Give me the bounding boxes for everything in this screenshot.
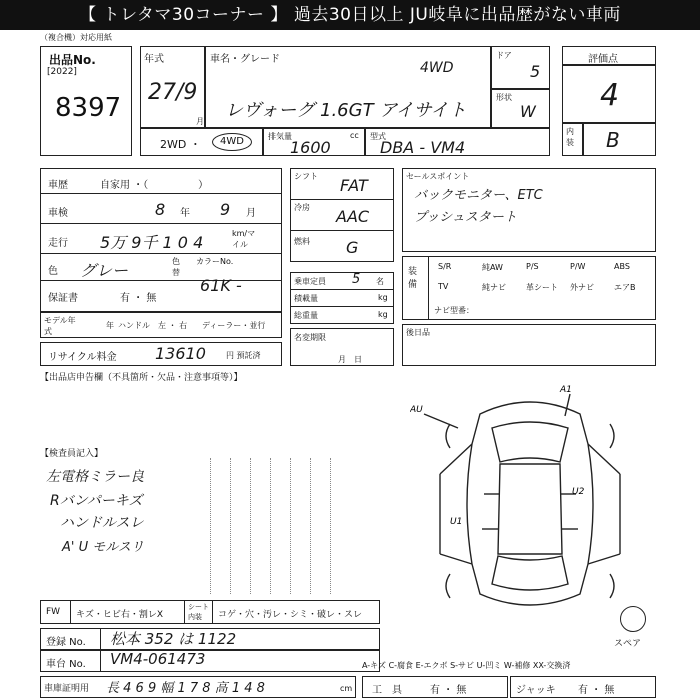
cert-unit: cm [340, 684, 353, 693]
inspector-label: 【検査員記入】 [40, 449, 104, 459]
model-year-label: モデル年式 [44, 316, 76, 336]
shift-value: FAT [340, 176, 368, 195]
equip-item: S/R [438, 262, 452, 271]
equip-item: 純AW [482, 263, 503, 272]
ac-value: AAC [336, 207, 370, 226]
recycle-value: 13610 [155, 344, 206, 363]
history-options: 自家用 ・（ ） [100, 180, 209, 191]
name-label: 車名・グレード [210, 54, 280, 65]
displacement-value: 1600 [290, 138, 331, 157]
year-unit: 年 [180, 208, 190, 219]
equip-item: P/W [570, 262, 586, 271]
diagram-mark-au: AU [410, 405, 423, 415]
lot-label: 出品No. [49, 53, 96, 67]
legend-fw: FW [46, 607, 61, 617]
equip-item: 純ナビ [482, 283, 506, 292]
dealer-report-label: 【出品店申告欄（不具箇所・欠品・注意事項等）】 [40, 373, 243, 383]
doors-label: ドア [496, 51, 512, 60]
spare-label: スペア [614, 639, 642, 649]
cert-label: 車庫証明用 [44, 684, 90, 694]
chassis-value: VM4-061473 [110, 650, 206, 668]
diagram-mark-a1: A1 [560, 385, 572, 395]
jack-value: 有 ・ 無 [578, 685, 615, 696]
capacity-value: 5 [352, 272, 361, 287]
equip-item: 外ナビ [570, 283, 594, 292]
notes-label: 後日品 [406, 328, 430, 337]
chassis-label: 車台 No. [46, 659, 86, 670]
spare-icon [620, 606, 646, 632]
equip-item: ABS [614, 262, 630, 271]
cert-dims: 長 4 6 9 幅 1 7 8 高 1 4 8 [106, 681, 265, 696]
reg-value: 松本 352 は 1122 [110, 630, 237, 648]
legend-seat: シート内装 [188, 603, 209, 621]
drive-row [140, 128, 550, 156]
doors-value: 5 [530, 62, 541, 81]
grade-label: 評価点 [588, 54, 618, 65]
color-change-label: 色替 [172, 257, 180, 277]
model-year-unit: 年 [106, 321, 114, 330]
car-diagram [410, 384, 650, 634]
navi-type-label: ナビ型番： [434, 306, 474, 315]
sales-line-2: プッシュスタート [414, 210, 517, 225]
weight-unit: kg [378, 310, 388, 319]
equip-label: 装備 [408, 267, 418, 290]
displacement-label: 排気量 [268, 132, 292, 141]
fuel-value: G [346, 238, 359, 257]
weight-label: 総重量 [294, 311, 318, 320]
month-unit-2: 月 [246, 208, 256, 219]
inspector-line-2: Rバンパーキズ [50, 493, 143, 509]
equip-item: P/S [526, 262, 539, 271]
interior-label: 内装 [566, 127, 574, 147]
chassis-row [40, 650, 380, 672]
mileage-value: 5万 9千 1 0 4 [100, 233, 204, 252]
shaken-month: 9 [220, 200, 231, 219]
year-stamp: [2022] [47, 67, 77, 77]
lot-box [40, 46, 132, 156]
ac-label: 冷房 [294, 203, 310, 212]
mileage-label: 走行 [48, 238, 68, 249]
model-label: 型式 [370, 132, 386, 141]
recycle-label: リサイクル料金 [48, 352, 117, 363]
capacity-unit: 名 [376, 277, 384, 286]
inspector-line-1: 左電格ミラー良 [46, 469, 144, 485]
warranty-value: 有 ・ 無 [120, 293, 157, 304]
name-change-unit: 月 日 [338, 355, 362, 364]
notes-box [402, 324, 656, 366]
lot-number: 8397 [55, 93, 122, 123]
equip-item: エアB [614, 283, 636, 292]
color-label: 色 [48, 266, 58, 277]
handle-value: 左 ・ 右 [158, 321, 188, 330]
handle-label: ハンドル [118, 321, 150, 330]
tools-value: 有 ・ 無 [430, 685, 467, 696]
drive-options: 2WD ・ [160, 138, 201, 151]
diagram-mark-u1: U1 [450, 517, 463, 527]
shape-label: 形状 [496, 93, 512, 102]
jack-label: ジャッキ [516, 685, 556, 696]
warranty-label: 保証書 [48, 293, 78, 304]
fuel-label: 燃料 [294, 237, 310, 246]
equip-item: TV [438, 282, 449, 291]
banner-title: 【 トレタマ30コーナー 】 過去30日以上 JU岐阜に出品歴がない車両 [0, 0, 700, 30]
reg-label: 登録 No. [46, 637, 86, 648]
color-no-value: 61K - [200, 276, 242, 295]
drive-handwritten: 4WD [420, 60, 454, 76]
shaken-year: 8 [155, 200, 166, 219]
recycle-unit: 円 預託済 [226, 351, 261, 360]
year-value: 27/9 [148, 80, 198, 105]
symbol-legend: A-キズ C-腐食 E-エクボ S-サビ U-凹ミ W-補修 XX-交換済 [362, 661, 571, 670]
shift-label: シフト [294, 172, 318, 181]
inspector-line-3: ハンドルスレ [60, 515, 144, 531]
mileage-unit: km/マイル [232, 229, 256, 249]
sales-line-1: バックモニター、ETC [414, 188, 543, 203]
tools-label: 工 具 [372, 685, 402, 696]
inspector-line-4: A' U モルスリ [62, 540, 144, 555]
equip-item: 革シート [526, 283, 558, 292]
load-unit: kg [378, 293, 388, 302]
model-value: DBA - VM4 [380, 138, 466, 157]
legend-seat-items: コゲ・穴・汚レ・シミ・破レ・スレ [218, 610, 363, 620]
shape-value: W [520, 102, 536, 121]
color-no-label: カラーNo. [196, 257, 234, 266]
form-note: （複合機）対応用紙 [40, 33, 112, 42]
shaken-label: 車検 [48, 208, 68, 219]
diagram-mark-u2: U2 [572, 487, 585, 497]
displacement-unit: cc [350, 131, 359, 140]
legend-fw-items: キズ・ヒビ右・割レX [76, 610, 163, 620]
load-label: 積載量 [294, 294, 318, 303]
year-label: 年式 [144, 54, 164, 65]
sales-point-label: セールスポイント [406, 172, 470, 181]
month-unit: 月 [196, 117, 204, 126]
name-change-label: 名変期限 [294, 333, 326, 342]
dealer-label: ディーラー・並行 [202, 321, 266, 330]
grade-value: 4 [600, 78, 620, 113]
capacity-label: 乗車定員 [294, 277, 326, 286]
history-label: 車歴 [48, 180, 68, 191]
name-value: レヴォーグ 1.6GT アイサイト [225, 100, 467, 121]
color-value: グレー [80, 261, 129, 280]
interior-value: B [606, 128, 620, 152]
drive-circled: 4WD [212, 133, 252, 151]
